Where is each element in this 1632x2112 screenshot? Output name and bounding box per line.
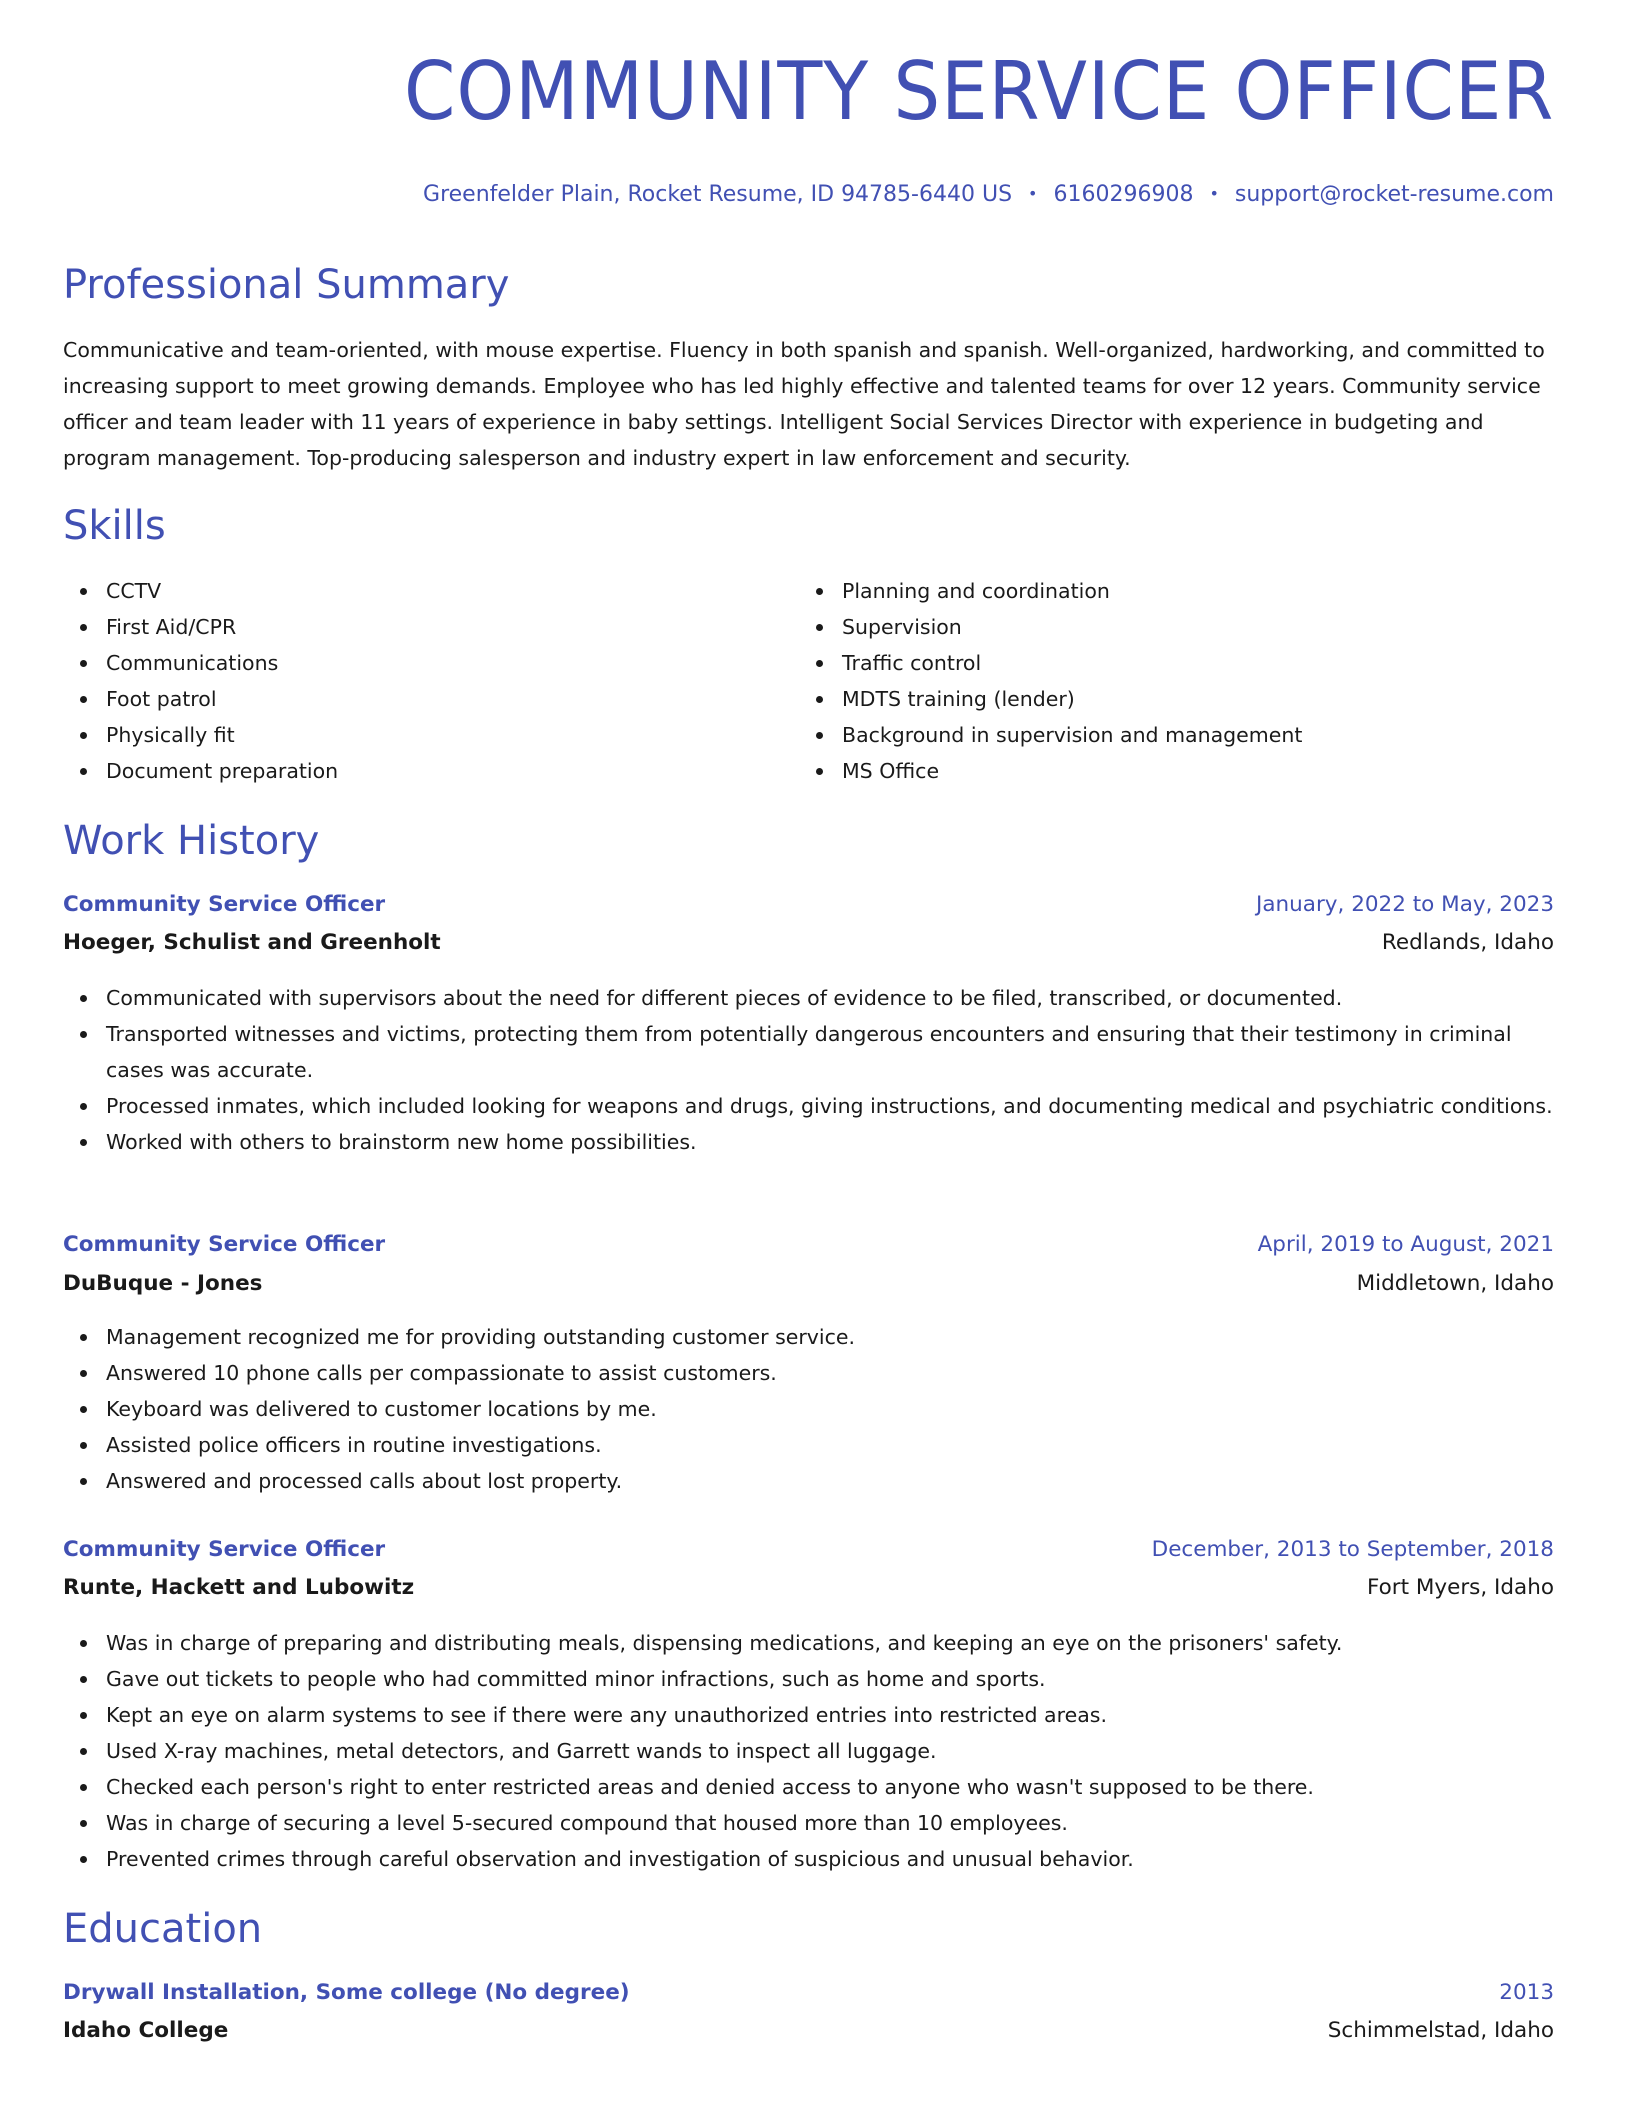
duty-item: Was in charge of securing a level 5-secured compound that housed more than 10 employees. xyxy=(106,1805,1554,1841)
skill-item: CCTV xyxy=(106,573,799,609)
education-school: Idaho College xyxy=(63,2018,229,2043)
job-employer xyxy=(63,1575,1554,1605)
education-degree: Drywall Installation, Some college (No degree) xyxy=(63,1980,630,2005)
skills-column-left xyxy=(63,573,799,789)
duty-item: Answered 10 phone calls per compassionate to assist customers. xyxy=(106,1355,1554,1391)
job-location: Fort Myers, Idaho xyxy=(1366,1575,1554,1600)
candidate-name: COMMUNITY SERVICE OFFICER xyxy=(403,45,1554,138)
skill-item: Traffic control xyxy=(842,645,1535,681)
job-title: Community Service Officer xyxy=(63,1537,386,1562)
skill-item: Document preparation xyxy=(106,753,799,789)
job-title: Community Service Officer xyxy=(63,892,386,917)
duty-item: Processed inmates, which included looking for weapons and drugs, giving instructions, and documenting medical and psychiatric conditions. xyxy=(106,1088,1554,1124)
education-year: 2013 xyxy=(1499,1980,1554,2005)
job-employer xyxy=(63,1271,1554,1301)
job-employer xyxy=(63,930,1554,960)
duty-item: Communicated with supervisors about the need for different pieces of evidence to be filed, transcribed, or documented. xyxy=(106,980,1554,1016)
education-header xyxy=(63,1980,1554,2010)
section-title-skills: Skills xyxy=(63,503,166,549)
job-dates: January, 2022 to May, 2023 xyxy=(1256,892,1554,917)
skills-list xyxy=(63,573,1554,789)
section-title-education: Education xyxy=(63,1906,263,1952)
duty-item: Transported witnesses and victims, protecting them from potentially dangerous encounters and ensuring that their testimony in criminal cases was accurate. xyxy=(106,1016,1554,1088)
education-location: Schimmelstad, Idaho xyxy=(1327,2018,1554,2043)
skill-item: Supervision xyxy=(842,609,1535,645)
education-school-row xyxy=(63,2018,1554,2048)
duty-item: Checked each person's right to enter restricted areas and denied access to anyone who wasn't supposed to be there. xyxy=(106,1769,1554,1805)
duty-item: Was in charge of preparing and distributing meals, dispensing medications, and keeping an eye on the prisoners' safety. xyxy=(106,1625,1554,1661)
summary-text: Communicative and team-oriented, with mouse expertise. Fluency in both spanish and spanish. Well-organized, hardworking, and committed to increasing support to meet growing demands. Employee who has led highly effective and talented teams for over 12 years. Community service officer and team leader with 11 years of experience in baby settings. Intelligent Social Services Director with experience in budgeting and program management. Top-producing salesperson and industry expert in law enforcement and security. xyxy=(63,338,1545,470)
job-location: Redlands, Idaho xyxy=(1381,930,1554,955)
job-company: Hoeger, Schulist and Greenholt xyxy=(63,930,441,955)
duty-item: Used X-ray machines, metal detectors, and Garrett wands to inspect all luggage. xyxy=(106,1733,1554,1769)
duty-item: Management recognized me for providing outstanding customer service. xyxy=(106,1319,1554,1355)
job-header xyxy=(63,1537,1554,1567)
skill-item: Foot patrol xyxy=(106,681,799,717)
skill-item: Communications xyxy=(106,645,799,681)
duty-item: Answered and processed calls about lost property. xyxy=(106,1463,1554,1499)
skill-item: MS Office xyxy=(842,753,1535,789)
duty-item: Kept an eye on alarm systems to see if there were any unauthorized entries into restricted areas. xyxy=(106,1697,1554,1733)
job-header xyxy=(63,892,1554,922)
job-duties xyxy=(63,1625,1554,1877)
job-dates: April, 2019 to August, 2021 xyxy=(1257,1232,1554,1257)
section-title-work-history: Work History xyxy=(63,818,320,864)
duty-item: Worked with others to brainstorm new home possibilities. xyxy=(106,1124,1554,1160)
contact-email: support@rocket-resume.com xyxy=(1234,182,1554,207)
job-dates: December, 2013 to September, 2018 xyxy=(1151,1537,1554,1562)
duty-item: Assisted police officers in routine investigations. xyxy=(106,1427,1554,1463)
duty-item: Keyboard was delivered to customer locations by me. xyxy=(106,1391,1554,1427)
section-title-summary: Professional Summary xyxy=(63,262,510,308)
job-duties xyxy=(63,980,1554,1160)
duty-item: Gave out tickets to people who had committed minor infractions, such as home and sports. xyxy=(106,1661,1554,1697)
job-company: DuBuque - Jones xyxy=(63,1271,263,1296)
job-company: Runte, Hackett and Lubowitz xyxy=(63,1575,415,1600)
skill-item: First Aid/CPR xyxy=(106,609,799,645)
contact-phone: 6160296908 xyxy=(1053,182,1194,207)
skill-item: Planning and coordination xyxy=(842,573,1535,609)
job-duties xyxy=(63,1319,1554,1499)
job-header xyxy=(63,1232,1554,1262)
job-title: Community Service Officer xyxy=(63,1232,386,1257)
contact-line xyxy=(423,182,1554,207)
skill-item: Physically fit xyxy=(106,717,799,753)
skills-column-right xyxy=(799,573,1535,789)
job-location: Middletown, Idaho xyxy=(1356,1271,1554,1296)
skill-item: Background in supervision and management xyxy=(842,717,1535,753)
skill-item: MDTS training (lender) xyxy=(842,681,1535,717)
contact-separator: • xyxy=(1209,184,1219,203)
contact-separator: • xyxy=(1028,184,1038,203)
duty-item: Prevented crimes through careful observation and investigation of suspicious and unusual behavior. xyxy=(106,1841,1554,1877)
contact-address: Greenfelder Plain, Rocket Resume, ID 94785-6440 US xyxy=(423,182,1013,207)
